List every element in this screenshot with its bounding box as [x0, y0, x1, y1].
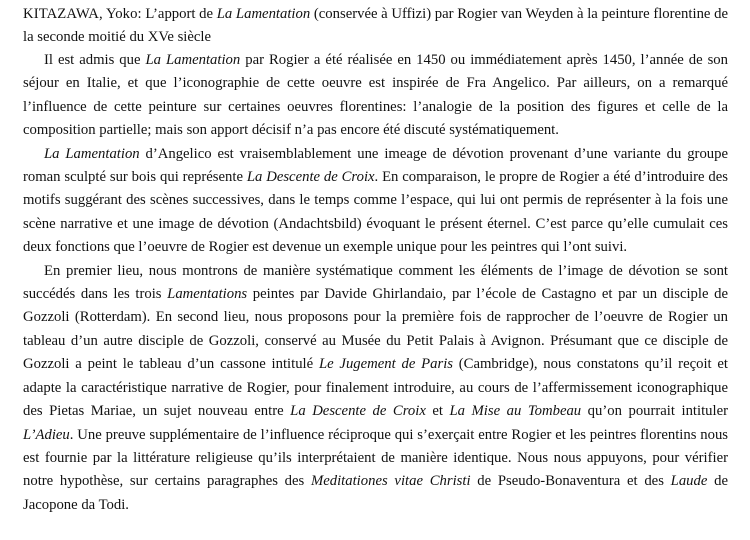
artwork-title: La Descente de Croix	[246, 169, 375, 186]
artwork-title: Le Jugement de Paris	[318, 356, 453, 373]
artwork-title: La Lamentation	[44, 145, 140, 162]
abstract-heading	[23, 3, 728, 49]
paragraph-1: Il est admis que La Lamentation par Rogier a été réalisée en 1450 ou immédiatement après 1450, l’année de son séjour en Italie, et que l’iconographie de cette oeuvre est inspirée de Fra Angelico. Par ailleurs, on a remarqué l’influence de cette peinture sur certaines oeuvres florentines: l’analogie de la position des figures et celle de la composition partielle; mais son apport décisif n’a pas encore été discuté systématiquement.	[23, 52, 728, 139]
artwork-title: Lamentations	[167, 286, 248, 303]
paragraph-2: La Lamentation d’Angelico est vraisemblablement une imeage de dévotion provenant d’une variante du groupe roman sculpté sur bois qui représente La Descente de Croix. En comparaison, le propre de Rogier a été d’introduire des motifs suggérant des scènes successives, dans le temps comme l’espace, qui lui ont permis de représenter à la fois une scène narrative et une image de dévotion (Andachtsbild) évoquant le présent éternel. C’est parce qu’elle cumulait ces deux fonctions que l’oeuvre de Rogier est devenue un exemple unique pour les peintres qui l’ont suivi.	[23, 145, 729, 256]
article-title: L’apport de La Lamentation (conservée à Uffizi) par Rogier van Weyden à la peinture florentine de la seconde moitié du XVe siècle	[23, 6, 728, 45]
book-title: Laude	[670, 473, 708, 490]
artwork-title: La Lamentation	[216, 6, 311, 22]
author-name: KITAZAWA, Yoko:	[23, 6, 142, 22]
artwork-title: La Lamentation	[145, 52, 241, 68]
artwork-title: La Mise au Tombeau	[449, 403, 582, 420]
artwork-title: L’Adieu	[23, 426, 70, 443]
book-title: Meditationes vitae Christi	[311, 473, 471, 490]
paragraph-3: En premier lieu, nous montrons de manière systématique comment les éléments de l’image de dévotion se sont succédés dans les trois Lamentations peintes par Davide Ghirlandaio, par l’école de Castagno et par un disciple de Gozzoli (Rotterdam). En second lieu, nous proposons pour la première fois de rapprocher de l’oeuvre de Rogier un tableau d’un autre disciple de Gozzoli, conservé au Musée du Petit Palais à Avignon. Présumant que ce disciple de Gozzoli a peint le tableau d’un cassone intitulé Le Jugement de Paris (Cambridge), nous constatons qu’il reçoit et adapte la caractéristique narrative de Rogier, pour finalement introduire, au cours de l’affermissement iconographique des Pietas Mariae, un sujet nouveau entre La Descente de Croix et La Mise au Tombeau qu’on pourrait intituler L’Adieu. Une preuve supplémentaire de l’influence réciproque qui s’exerçait entre Rogier et les peintres florentins nous est fournie par la littérature religieuse qu’ils interprétaient de manière identique. Nous nous appuyons, pour vérifier notre hypothèse, sur certains paragraphes des Meditationes vitae Christi de Pseudo-Bonaventura et des Laude de Jacopone da Todi.	[23, 262, 729, 513]
artwork-title: La Descente de Croix	[290, 403, 426, 420]
